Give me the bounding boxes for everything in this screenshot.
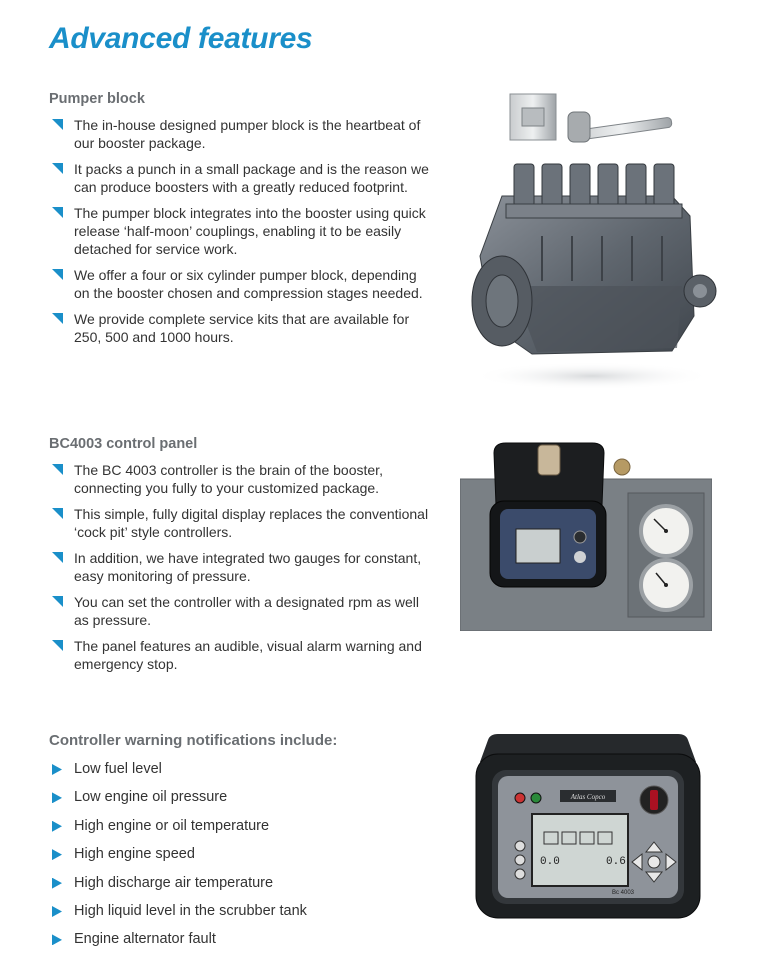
page-title: Advanced features [49,22,313,55]
list-item: The panel features an audible, visual alarm warning and emergency stop. [49,637,429,673]
bullet-triangle-icon [52,207,63,218]
bullet-arrow-icon [52,878,62,889]
controller-image [474,734,702,920]
list-item: We provide complete service kits that are available for 250, 500 and 1000 hours. [49,310,429,346]
bullet-triangle-icon [52,596,63,607]
bullet-triangle-icon [52,313,63,324]
bullet-arrow-icon [52,849,62,860]
list-item: You can set the controller with a designated rpm as well as pressure. [49,593,429,629]
lcd-right-value: 0.6 [606,856,626,868]
model-label: Bc 4003 [612,890,635,896]
list-item: High engine or oil temperature [49,817,429,835]
bullet-triangle-icon [52,640,63,651]
control-panel-section [49,436,429,681]
list-item: Low fuel level [49,760,429,778]
list-item: The in-house designed pumper block is the heartbeat of our booster package. [49,116,429,152]
list-item: This simple, fully digital display replaces the conventional ‘cock pit’ style controllers. [49,505,429,541]
bullet-triangle-icon [52,464,63,475]
list-item: It packs a punch in a small package and is the reason we can produce boosters with a greatly reduced footprint. [49,160,429,196]
list-item: We offer a four or six cylinder pumper block, depending on the booster chosen and compression stages needed. [49,266,429,302]
list-item: The BC 4003 controller is the brain of the booster, connecting you fully to your customized package. [49,461,429,497]
list-item: Low engine oil pressure [49,788,429,806]
bullet-triangle-icon [52,508,63,519]
lcd-left-value: 0.0 [540,856,560,868]
list-item: Engine alternator fault [49,930,429,948]
bullet-triangle-icon [52,269,63,280]
list-item: High liquid level in the scrubber tank [49,902,429,920]
bullet-triangle-icon [52,552,63,563]
control-panel-list [49,461,429,673]
pumper-block-list [49,116,429,346]
brand-label: Atlas Copco [570,793,606,801]
warnings-section [49,732,429,959]
pumper-block-heading: Pumper block [49,91,145,107]
control-panel-heading: BC4003 control panel [49,436,198,452]
list-item: High discharge air temperature [49,874,429,892]
list-item: The pumper block integrates into the booster using quick release ‘half-moon’ couplings, enabling it to be easily detached for service work. [49,204,429,258]
pumper-block-section [49,91,429,354]
bullet-arrow-icon [52,764,62,775]
control-panel-image [460,441,712,631]
warnings-list [49,760,429,948]
list-item: High engine speed [49,845,429,863]
warnings-heading: Controller warning notifications include: [49,732,338,749]
bullet-arrow-icon [52,821,62,832]
bullet-arrow-icon [52,906,62,917]
pumper-block-image [462,86,720,391]
bullet-triangle-icon [52,119,63,130]
list-item: In addition, we have integrated two gauges for constant, easy monitoring of pressure. [49,549,429,585]
bullet-arrow-icon [52,792,62,803]
bullet-arrow-icon [52,934,62,945]
bullet-triangle-icon [52,163,63,174]
